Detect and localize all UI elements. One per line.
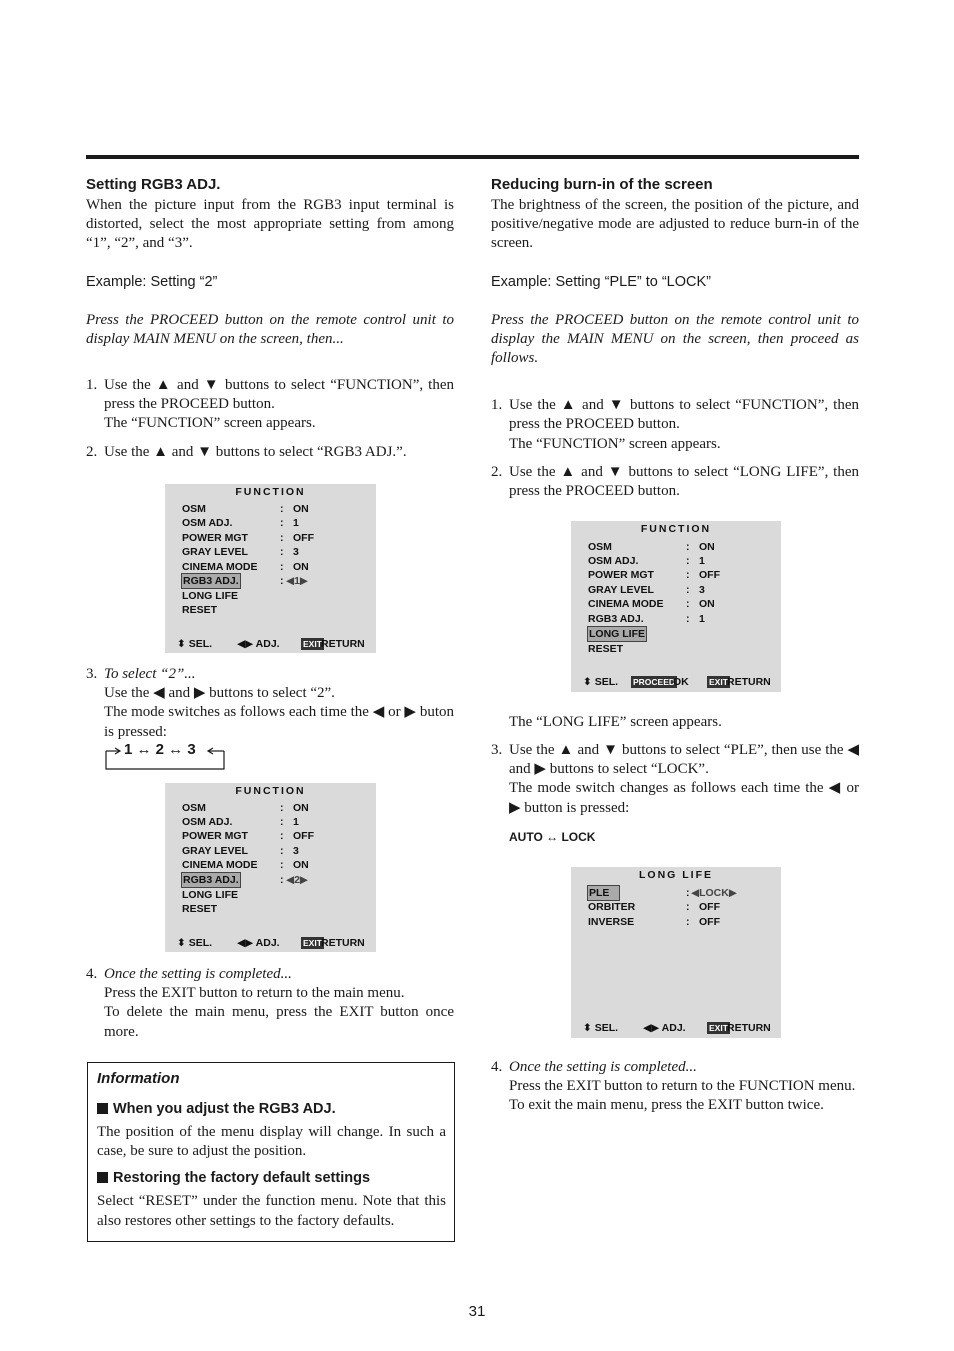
example-text: Example: Setting “PLE” to “LOCK” bbox=[491, 273, 711, 290]
cycle-text: 1 ↔ 2 ↔ 3 bbox=[124, 741, 196, 758]
menu-colon: : bbox=[280, 503, 284, 515]
step-1 bbox=[86, 376, 454, 434]
sel-hint: ⬍ SEL. bbox=[583, 676, 619, 688]
return-hint: RETURN bbox=[321, 638, 365, 650]
square-bullet-icon bbox=[97, 1103, 108, 1114]
menu-colon: : bbox=[686, 555, 690, 567]
info-text: Select “RESET” under the function menu. Note that this also restores other settings to the factory defaults. bbox=[97, 1193, 446, 1229]
step-title: To select “2”... bbox=[104, 666, 196, 682]
page-number: 31 bbox=[468, 1303, 486, 1320]
menu-value: OFF bbox=[699, 901, 720, 913]
long-life-appears: The “LONG LIFE” screen appears. bbox=[509, 714, 722, 730]
menu-value: OFF bbox=[699, 916, 720, 928]
menu-label: RESET bbox=[588, 643, 624, 655]
menu-colon: : bbox=[280, 575, 284, 587]
step-text: Use the ◀ and ▶ buttons to select “2”. bbox=[104, 685, 335, 702]
sel-hint: ⬍ SEL. bbox=[177, 937, 213, 949]
menu-label: LONG LIFE bbox=[182, 889, 238, 901]
menu-label: CINEMA MODE bbox=[182, 859, 258, 871]
step-text: The “FUNCTION” screen appears. bbox=[104, 415, 316, 432]
menu-colon: : bbox=[686, 569, 690, 581]
menu-label-selected: PLE bbox=[588, 886, 619, 900]
information-box bbox=[87, 1062, 455, 1242]
menu-colon: : bbox=[280, 830, 284, 842]
step-text: The mode switches as follows each time the ◀ or ▶ buton is pressed: bbox=[104, 704, 454, 740]
info-text: The position of the menu display will change. In such a case, be sure to adjust the position. bbox=[97, 1124, 446, 1160]
menu-label: OSM ADJ. bbox=[182, 517, 233, 529]
example-text: Example: Setting “2” bbox=[86, 273, 218, 290]
menu-value: ON bbox=[293, 503, 309, 515]
menu-value: ON bbox=[699, 541, 715, 553]
return-hint: RETURN bbox=[727, 1022, 771, 1034]
menu-label-selected: LONG LIFE bbox=[589, 628, 645, 640]
step-2 bbox=[86, 443, 454, 462]
menu-colon: : bbox=[280, 845, 284, 857]
menu-colon: : bbox=[280, 859, 284, 871]
right-column bbox=[491, 176, 859, 501]
step-text: Use the ▲ and ▼ buttons to select “FUNCTION”, then press the PROCEED button. bbox=[509, 397, 859, 433]
square-bullet-icon bbox=[97, 1172, 108, 1183]
menu-colon: : bbox=[280, 561, 284, 573]
menu-label: OSM bbox=[182, 503, 206, 515]
intro-text: When the picture input from the RGB3 input terminal is distorted, select the most appropriate setting from among “1”, “2”, and “3”. bbox=[86, 197, 454, 252]
menu-value: OFF bbox=[293, 830, 314, 842]
menu-value: ◀2▶ bbox=[286, 874, 308, 886]
step-number: 1. bbox=[86, 377, 98, 394]
menu-colon: : bbox=[280, 802, 284, 814]
menu-label: OSM ADJ. bbox=[182, 816, 233, 828]
menu-value: 1 bbox=[699, 555, 705, 567]
step-number: 3. bbox=[491, 742, 503, 758]
menu-label-selected: RGB3 ADJ. bbox=[183, 575, 239, 587]
return-hint: RETURN bbox=[727, 676, 771, 688]
info-subheading bbox=[97, 1169, 446, 1187]
menu-colon: : bbox=[686, 613, 690, 625]
menu-label: OSM ADJ. bbox=[588, 555, 639, 567]
menu-value: 3 bbox=[293, 546, 299, 558]
ok-hint: OK bbox=[673, 676, 689, 688]
menu-label-selected: RGB3 ADJ. bbox=[183, 874, 239, 886]
step-text: The mode switch changes as follows each time the ◀ or ▶ button is pressed: bbox=[509, 780, 859, 816]
menu-colon: : bbox=[686, 541, 690, 553]
menu-label: OSM bbox=[588, 541, 612, 553]
menu-value: 3 bbox=[293, 845, 299, 857]
adj-hint: ◀▶ ADJ. bbox=[237, 937, 280, 949]
menu-footer bbox=[177, 637, 370, 651]
menu-colon: : bbox=[686, 584, 690, 596]
step-title: Once the setting is completed... bbox=[509, 1059, 697, 1075]
exit-badge: EXIT bbox=[709, 1023, 728, 1033]
adj-hint: ◀▶ ADJ. bbox=[643, 1022, 686, 1034]
menu-label: POWER MGT bbox=[182, 830, 248, 842]
step-title: Once the setting is completed... bbox=[104, 966, 292, 982]
step-2 bbox=[491, 463, 859, 501]
menu-title: FUNCTION bbox=[235, 785, 306, 797]
menu-label: ORBITER bbox=[588, 901, 636, 913]
intro-text: The brightness of the screen, the position of the picture, and positive/negative mode are adjusted to reduce burn-in of the screen. bbox=[491, 197, 859, 252]
info-subheading-text: Restoring the factory default settings bbox=[113, 1170, 371, 1187]
auto-lock-cycle: AUTO ↔ LOCK bbox=[509, 830, 596, 844]
long-life-menu bbox=[571, 867, 781, 1038]
section-heading-rgb3: Setting RGB3 ADJ. bbox=[86, 176, 221, 193]
menu-label: GRAY LEVEL bbox=[182, 546, 248, 558]
menu-title: LONG LIFE bbox=[639, 869, 713, 881]
menu-colon: : bbox=[686, 887, 690, 899]
step-number: 2. bbox=[86, 443, 98, 460]
adj-hint: ◀▶ ADJ. bbox=[237, 638, 280, 650]
menu-colon: : bbox=[280, 874, 284, 886]
section-heading-burn-in: Reducing burn-in of the screen bbox=[491, 176, 713, 193]
menu-label: RGB3 ADJ. bbox=[588, 613, 644, 625]
sel-hint: ⬍ SEL. bbox=[177, 638, 213, 650]
proceed-badge: PROCEED bbox=[633, 677, 676, 687]
left-column bbox=[86, 176, 454, 462]
menu-colon: : bbox=[280, 532, 284, 544]
step-number: 1. bbox=[491, 397, 503, 414]
menu-value: ◀LOCK▶ bbox=[691, 887, 737, 899]
menu-value: ◀1▶ bbox=[286, 575, 308, 587]
step-1 bbox=[491, 396, 859, 454]
step-text: To delete the main menu, press the EXIT button once more. bbox=[104, 1004, 454, 1040]
menu-colon: : bbox=[280, 546, 284, 558]
menu-value: 1 bbox=[699, 613, 705, 625]
menu-value: OFF bbox=[293, 532, 314, 544]
step-text: Press the EXIT button to return to the FUNCTION menu. bbox=[509, 1078, 856, 1095]
step-text: Use the ▲ and ▼ buttons to select “LONG LIFE”, then press the PROCEED button. bbox=[509, 463, 859, 500]
step-4 bbox=[491, 1058, 859, 1116]
step-text: Use the ▲ and ▼ buttons to select “FUNCTION”, then press the PROCEED button. bbox=[104, 377, 454, 413]
menu-colon: : bbox=[686, 598, 690, 610]
info-title: Information bbox=[97, 1070, 180, 1087]
menu-label: INVERSE bbox=[588, 916, 635, 928]
menu-footer bbox=[583, 1021, 775, 1035]
menu-colon: : bbox=[686, 916, 690, 928]
function-menu-3 bbox=[571, 521, 781, 692]
menu-label: GRAY LEVEL bbox=[588, 584, 654, 596]
menu-value: ON bbox=[293, 859, 309, 871]
menu-label: RESET bbox=[182, 903, 218, 915]
menu-value: 3 bbox=[699, 584, 705, 596]
step-text: Use the ▲ and ▼ buttons to select “PLE”, then use the ◀ and ▶ buttons to select “LOCK”. bbox=[509, 742, 859, 778]
step-number: 3. bbox=[86, 666, 98, 682]
menu-label: POWER MGT bbox=[588, 569, 654, 581]
menu-value: OFF bbox=[699, 569, 720, 581]
top-rule bbox=[86, 155, 859, 159]
menu-label: OSM bbox=[182, 802, 206, 814]
menu-label: GRAY LEVEL bbox=[182, 845, 248, 857]
press-note: Press the PROCEED button on the remote control unit to display MAIN MENU on the screen, then... bbox=[86, 311, 454, 347]
menu-colon: : bbox=[280, 517, 284, 529]
menu-colon: : bbox=[686, 901, 690, 913]
menu-footer bbox=[177, 936, 370, 950]
function-menu-2 bbox=[165, 783, 376, 952]
function-menu-1 bbox=[165, 484, 376, 653]
menu-colon: : bbox=[280, 816, 284, 828]
menu-label: CINEMA MODE bbox=[588, 598, 664, 610]
step-3 bbox=[491, 741, 859, 818]
menu-label: CINEMA MODE bbox=[182, 561, 258, 573]
step-number: 2. bbox=[491, 463, 503, 480]
return-hint: RETURN bbox=[321, 937, 365, 949]
menu-title: FUNCTION bbox=[640, 523, 712, 535]
menu-label: LONG LIFE bbox=[182, 590, 238, 602]
step-text: The “FUNCTION” screen appears. bbox=[509, 435, 721, 452]
press-note: Press the PROCEED button on the remote control unit to display the MAIN MENU on the screen, then proceed as follows. bbox=[491, 311, 859, 367]
menu-label: RESET bbox=[182, 604, 218, 616]
step-number: 4. bbox=[86, 966, 98, 982]
menu-value: ON bbox=[293, 561, 309, 573]
menu-title: FUNCTION bbox=[235, 486, 306, 498]
exit-badge: EXIT bbox=[303, 639, 322, 649]
step-number: 4. bbox=[491, 1059, 503, 1075]
cycle-diagram bbox=[105, 741, 225, 771]
menu-label: POWER MGT bbox=[182, 532, 248, 544]
step-text: To exit the main menu, press the EXIT button twice. bbox=[509, 1097, 824, 1114]
menu-value: ON bbox=[699, 598, 715, 610]
sel-hint: ⬍ SEL. bbox=[583, 1022, 619, 1034]
menu-value: 1 bbox=[293, 816, 299, 828]
info-subheading-text: When you adjust the RGB3 ADJ. bbox=[113, 1101, 336, 1117]
exit-badge: EXIT bbox=[709, 677, 728, 687]
step-3 bbox=[86, 665, 454, 742]
menu-value: 1 bbox=[293, 517, 299, 529]
step-text: Use the ▲ and ▼ buttons to select “RGB3 ADJ.”. bbox=[104, 443, 407, 460]
step-text: Press the EXIT button to return to the main menu. bbox=[104, 985, 405, 1002]
menu-value: ON bbox=[293, 802, 309, 814]
info-subheading bbox=[97, 1100, 446, 1118]
exit-badge: EXIT bbox=[303, 938, 322, 948]
step-4 bbox=[86, 965, 454, 1042]
menu-footer bbox=[583, 675, 775, 689]
